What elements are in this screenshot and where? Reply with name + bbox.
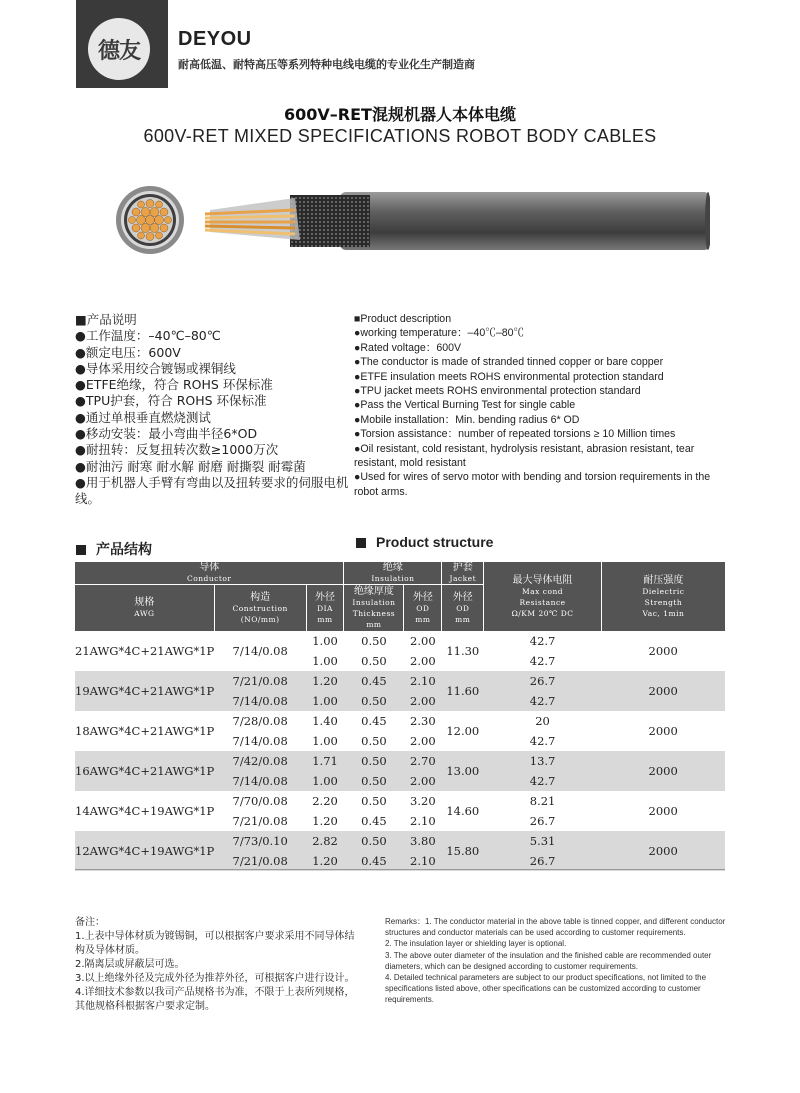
header-resistance: 最大导体电阻 Max cond Resistance Ω/KM 20℃ DC <box>484 562 602 631</box>
product-description-cn <box>75 312 350 508</box>
remark-en-line: Remarks：1. The conductor material in the above table is tinned copper, and different conductor structures and conductor materials can be used according to customer requirements. <box>385 917 726 938</box>
cell-od: 2.10 <box>404 671 442 691</box>
cell-dia: 1.20 <box>306 671 344 691</box>
desc-en-line: ●working temperature：–40℃–80℃ <box>354 327 525 340</box>
product-description-en <box>354 312 730 499</box>
cell-od: 2.00 <box>404 651 442 671</box>
cell-od: 2.10 <box>404 851 442 871</box>
square-bullet-icon <box>356 538 366 548</box>
remark-en-line: 2. The insulation layer or shielding layer is optional. <box>385 939 567 949</box>
desc-en-line: ●ETFE insulation meets ROHS environmental protection standard <box>354 370 664 383</box>
spec-table <box>75 562 725 871</box>
cable-braid <box>290 195 370 247</box>
remarks-en <box>385 916 730 1006</box>
cell-thickness: 0.50 <box>344 771 404 791</box>
cell-resistance: 26.7 <box>484 811 602 831</box>
cell-spec: 16AWG*4C+21AWG*1P <box>75 751 214 791</box>
cell-od: 3.20 <box>404 791 442 811</box>
cell-voltage: 2000 <box>601 711 725 751</box>
cell-od: 3.80 <box>404 831 442 851</box>
cell-spec: 19AWG*4C+21AWG*1P <box>75 671 214 711</box>
cell-voltage: 2000 <box>601 831 725 871</box>
desc-en-line: ●Torsion assistance：number of repeated torsions ≥ 10 Million times <box>354 428 676 441</box>
cell-dia: 1.00 <box>306 651 344 671</box>
table-row <box>75 791 725 811</box>
table-row <box>75 711 725 731</box>
remarks-cn <box>75 916 360 1014</box>
desc-cn-line: ●耐扭转：反复扭转次数≥1000万次 <box>75 442 279 458</box>
header-conductor: 导体 Conductor <box>75 562 344 585</box>
header-jacket-od: 外径 OD mm <box>442 585 484 632</box>
remark-cn-line: 4.详细技术参数以我司产品规格书为准，不限于上表所列规格，其他规格科根据客户要求定制。 <box>75 987 355 1012</box>
cell-construction: 7/14/0.08 <box>214 631 306 671</box>
desc-en-line: ■Product description <box>354 313 452 325</box>
cell-od: 2.10 <box>404 811 442 831</box>
cell-spec: 18AWG*4C+21AWG*1P <box>75 711 214 751</box>
cell-thickness: 0.45 <box>344 671 404 691</box>
cell-construction: 7/14/0.08 <box>214 691 306 711</box>
cell-thickness: 0.45 <box>344 811 404 831</box>
cell-spec: 14AWG*4C+19AWG*1P <box>75 791 214 831</box>
cell-thickness: 0.45 <box>344 851 404 871</box>
cell-thickness: 0.50 <box>344 631 404 651</box>
cell-construction: 7/21/0.08 <box>214 671 306 691</box>
cell-resistance: 26.7 <box>484 851 602 871</box>
cell-dia: 1.20 <box>306 851 344 871</box>
section-heading-en-text: Product structure <box>376 534 494 550</box>
cell-dia: 1.00 <box>306 691 344 711</box>
cell-dia: 1.40 <box>306 711 344 731</box>
desc-en-line: ●Oil resistant, cold resistant, hydrolysis resistant, abrasion resistant, tear resistant, mold resistant <box>354 442 695 470</box>
desc-cn-line: ●TPU护套，符合 ROHS 环保标准 <box>75 393 267 409</box>
cell-construction: 7/73/0.10 <box>214 831 306 851</box>
cell-dia: 2.82 <box>306 831 344 851</box>
cell-construction: 7/21/0.08 <box>214 811 306 831</box>
cell-thickness: 0.50 <box>344 831 404 851</box>
cell-spec: 12AWG*4C+19AWG*1P <box>75 831 214 871</box>
cell-dia: 1.00 <box>306 731 344 751</box>
desc-en-line: ●Pass the Vertical Burning Test for single cable <box>354 399 576 412</box>
remark-cn-line: 备注： <box>75 917 105 928</box>
desc-en-line: ●TPU jacket meets ROHS environmental protection standard <box>354 385 641 398</box>
desc-cn-line: ●移动安装：最小弯曲半径6*OD <box>75 426 258 442</box>
cell-construction: 7/14/0.08 <box>214 731 306 751</box>
cell-jacket-od: 12.00 <box>442 711 484 751</box>
cell-od: 2.00 <box>404 731 442 751</box>
cable-illustration <box>110 180 710 260</box>
cell-thickness: 0.50 <box>344 791 404 811</box>
cell-resistance: 42.7 <box>484 651 602 671</box>
cell-voltage: 2000 <box>601 671 725 711</box>
cell-thickness: 0.50 <box>344 691 404 711</box>
cell-dia: 1.20 <box>306 811 344 831</box>
desc-cn-line: ●导体采用绞合镀锡或裸铜线 <box>75 360 236 376</box>
cell-jacket-od: 15.80 <box>442 831 484 871</box>
cell-construction: 7/42/0.08 <box>214 751 306 771</box>
section-heading-cn <box>76 539 152 559</box>
cell-construction: 7/70/0.08 <box>214 791 306 811</box>
remark-cn-line: 2.隔离层或屏蔽层可选。 <box>75 959 185 970</box>
header-awg: 规格 AWG <box>75 585 214 632</box>
cell-od: 2.00 <box>404 771 442 791</box>
remark-cn-line: 3.以上绝缘外径及完成外径为推荐外径，可根据客户进行设计。 <box>75 973 355 984</box>
desc-cn-line: ●通过单根垂直燃烧测试 <box>75 409 211 425</box>
page-title-cn: 600V–RET混规机器人本体电缆 <box>284 105 516 124</box>
cell-dia: 1.71 <box>306 751 344 771</box>
desc-en-line: ●The conductor is made of stranded tinned copper or bare copper <box>354 356 664 369</box>
table-row <box>75 671 725 691</box>
header-voltage: 耐压强度 Dielectric Strength Vac, 1min <box>601 562 725 631</box>
section-heading-en <box>356 534 493 550</box>
cell-od: 2.30 <box>404 711 442 731</box>
cell-resistance: 5.31 <box>484 831 602 851</box>
remark-cn-line: 1.上表中导体材质为镀锡铜，可以根据客户要求采用不同导体结构及导体材质。 <box>75 931 355 956</box>
table-header-row <box>75 562 725 585</box>
brand-name: DEYOU <box>178 28 252 50</box>
cell-construction: 7/14/0.08 <box>214 771 306 791</box>
desc-cn-line: ■产品说明 <box>75 312 137 327</box>
remark-en-line: 4. Detailed technical parameters are subject to our product specifications, not limited to the specifications listed above, other specifications can be customized according to customer requirements. <box>385 973 707 1005</box>
cell-jacket-od: 14.60 <box>442 791 484 831</box>
cell-thickness: 0.50 <box>344 731 404 751</box>
cell-spec: 21AWG*4C+21AWG*1P <box>75 631 214 671</box>
desc-cn-line: ●用于机器人手臂有弯曲以及扭转要求的伺服电机线。 <box>75 474 349 507</box>
cell-thickness: 0.45 <box>344 711 404 731</box>
company-logo <box>88 18 150 80</box>
desc-en-line: ●Rated voltage：600V <box>354 341 462 354</box>
cell-resistance: 26.7 <box>484 671 602 691</box>
cable-jacket <box>340 192 710 250</box>
cell-resistance: 42.7 <box>484 631 602 651</box>
desc-en-line: ●Used for wires of servo motor with bending and torsion requirements in the robot arms. <box>354 471 711 498</box>
cell-dia: 1.00 <box>306 631 344 651</box>
cell-dia: 1.00 <box>306 771 344 791</box>
cell-thickness: 0.50 <box>344 651 404 671</box>
square-bullet-icon <box>76 545 86 555</box>
cell-jacket-od: 13.00 <box>442 751 484 791</box>
cable-cross-section <box>116 186 184 254</box>
header-construction: 构造 Construction (NO/mm) <box>214 585 306 632</box>
logo-text: 德友 <box>97 37 140 64</box>
header-insulation: 绝缘 Insulation <box>344 562 442 585</box>
desc-cn-line: ●耐油污 耐寒 耐水解 耐磨 耐撕裂 耐霉菌 <box>75 458 306 474</box>
header-dia: 外径 DIA mm <box>306 585 344 632</box>
header-jacket: 护套 Jacket <box>442 562 484 585</box>
company-slogan: 耐高低温、耐特高压等系列特种电线电缆的专业化生产制造商 <box>178 58 475 71</box>
cell-dia: 2.20 <box>306 791 344 811</box>
cell-construction: 7/21/0.08 <box>214 851 306 871</box>
cell-jacket-od: 11.30 <box>442 631 484 671</box>
remark-en-line: 3. The above outer diameter of the insulation and the finished cable are recommended outer diameters, which can be designed according to customer requirements. <box>385 950 712 971</box>
desc-cn-line: ●ETFE绝缘，符合 ROHS 环保标准 <box>75 377 273 393</box>
cell-resistance: 42.7 <box>484 771 602 791</box>
cell-od: 2.00 <box>404 631 442 651</box>
header-thickness: 绝缘厚度 Insulation Thickness mm <box>344 585 404 632</box>
cell-od: 2.00 <box>404 691 442 711</box>
desc-cn-line: ●工作温度：–40℃–80℃ <box>75 328 221 344</box>
cell-resistance: 42.7 <box>484 731 602 751</box>
cell-voltage: 2000 <box>601 751 725 791</box>
cell-resistance: 20 <box>484 711 602 731</box>
table-bottom-divider <box>75 869 725 870</box>
section-heading-cn-text: 产品结构 <box>96 542 152 558</box>
cell-resistance: 13.7 <box>484 751 602 771</box>
cell-voltage: 2000 <box>601 631 725 671</box>
cell-resistance: 8.21 <box>484 791 602 811</box>
header-insulation-od: 外径 OD mm <box>404 585 442 632</box>
table-row <box>75 751 725 771</box>
cell-voltage: 2000 <box>601 791 725 831</box>
page-title-en: 600V-RET MIXED SPECIFICATIONS ROBOT BODY CABLES <box>143 126 657 146</box>
table-row <box>75 831 725 851</box>
desc-cn-line: ●额定电压：600V <box>75 344 181 360</box>
cell-resistance: 42.7 <box>484 691 602 711</box>
cell-jacket-od: 11.60 <box>442 671 484 711</box>
cell-construction: 7/28/0.08 <box>214 711 306 731</box>
desc-en-line: ●Mobile installation：Min. bending radius 6* OD <box>354 413 580 426</box>
cell-od: 2.70 <box>404 751 442 771</box>
table-row <box>75 631 725 651</box>
cell-thickness: 0.50 <box>344 751 404 771</box>
